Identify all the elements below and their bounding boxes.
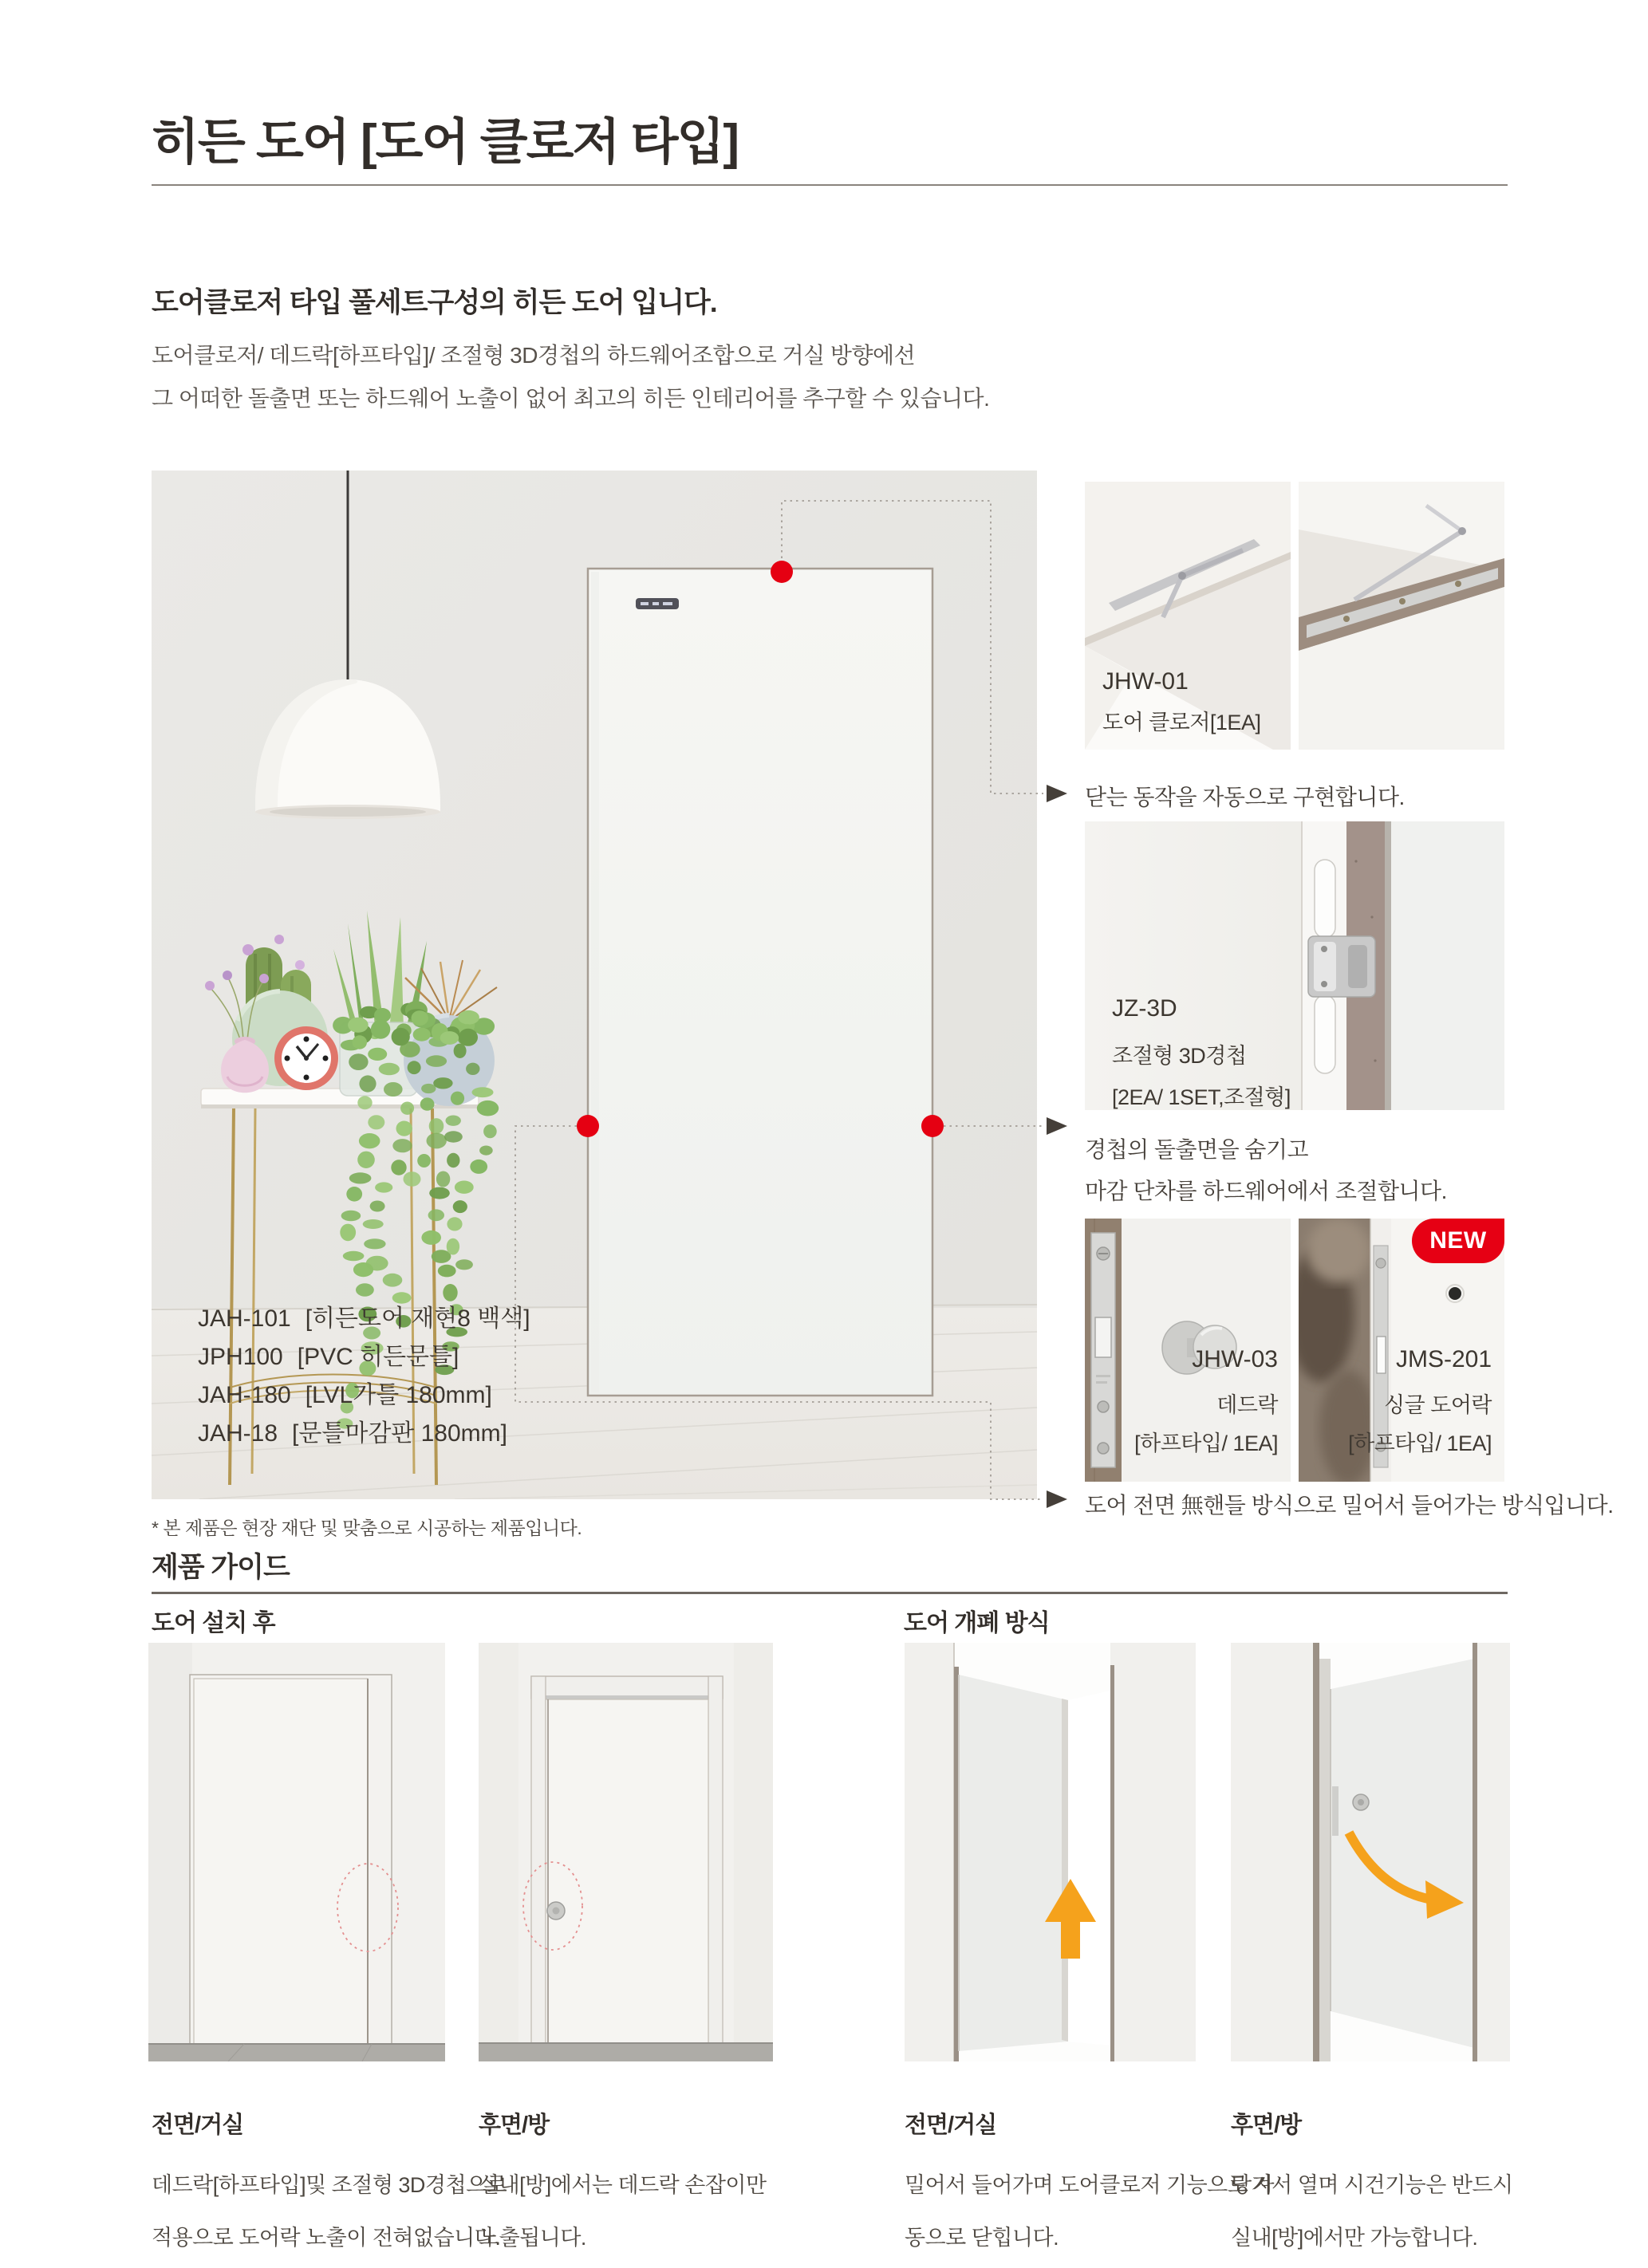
hinge-spec: [2EA/ 1SET,조절형]: [1112, 1085, 1291, 1109]
caption-label-2: 후면/방: [479, 2112, 550, 2138]
product-desc: [PVC 히든문틀]: [297, 1344, 459, 1370]
product-code: JAH-180: [198, 1382, 291, 1408]
product-code-row: [198, 1375, 530, 1413]
intro-subtitle: 도어클로저 타입 풀세트구성의 히든 도어 입니다.: [152, 287, 717, 318]
page-title: 히든 도어 [도어 클로저 타입]: [152, 115, 739, 170]
door-rear-closed-image: [479, 1643, 773, 2061]
caption-label-3: 전면/거실: [905, 2112, 997, 2138]
caption-line2-4: 실내[방]에서만 가능합니다.: [1231, 2226, 1478, 2250]
door-open-push-image: [905, 1643, 1196, 2061]
hinge-note-2: 마감 단차를 하드웨어에서 조절합니다.: [1085, 1179, 1447, 1203]
caption-label-4: 후면/방: [1231, 2112, 1302, 2138]
closer-code: JHW-01: [1102, 668, 1189, 695]
product-code: JPH100: [198, 1344, 283, 1370]
product-desc: [히든도어 재현8 백색]: [305, 1305, 530, 1332]
hinge-code: JZ-3D: [1112, 995, 1177, 1022]
deadlock-spec: [하프타입/ 1EA]: [1134, 1431, 1278, 1455]
caption-line2-1: 적용으로 도어락 노출이 전혀없습니다.: [152, 2226, 501, 2250]
caption-line2-3: 동으로 닫힙니다.: [905, 2226, 1059, 2250]
door-front-closed-image: [148, 1643, 445, 2061]
product-code-row: [198, 1298, 530, 1337]
deadlock-code: JHW-03: [1192, 1346, 1278, 1372]
locks-note: 도어 전면 無핸들 방식으로 밀어서 들어가는 방식입니다.: [1085, 1493, 1614, 1518]
arrowhead-icon: [1047, 785, 1067, 802]
caption-line1-3: 밀어서 들어가며 도어클로저 기능으로 자: [905, 2173, 1274, 2197]
guide-divider: [152, 1592, 1508, 1594]
product-code-row: [198, 1337, 530, 1375]
caption-line1-2: 실내[방]에서는 데드락 손잡이만: [479, 2173, 767, 2197]
product-desc: [문틀마감판 180mm]: [292, 1420, 507, 1447]
table-clock: [274, 1026, 338, 1090]
doorlock-name: 싱글 도어락: [1384, 1393, 1492, 1417]
product-desc: [LVL가틀 180mm]: [305, 1382, 492, 1408]
caption-line2-2: 노출됩니다.: [479, 2226, 586, 2250]
doorlock-code: JMS-201: [1395, 1346, 1492, 1372]
deadlock-name: 데드락: [1216, 1393, 1278, 1417]
new-badge: NEW: [1412, 1219, 1504, 1263]
door-closer-image-b: [1299, 482, 1504, 750]
title-divider: [152, 184, 1508, 186]
hinge-name: 조절형 3D경첩: [1112, 1044, 1247, 1068]
guide-heading-left: 도어 설치 후: [152, 1610, 275, 1636]
product-code-list: [198, 1298, 530, 1451]
caption-line1-1: 데드락[하프타입]및 조절형 3D경첩으로: [152, 2173, 507, 2197]
guide-heading-right: 도어 개폐 방식: [904, 1610, 1050, 1636]
caption-line1-4: 당겨서 열며 시건기능은 반드시: [1231, 2173, 1513, 2197]
hidden-door: [588, 569, 932, 1396]
hero-image: [152, 471, 1037, 1499]
door-brand-logo: [636, 598, 679, 609]
product-code-row: [198, 1413, 530, 1451]
product-code: JAH-18: [198, 1420, 278, 1447]
product-code: JAH-101: [198, 1305, 291, 1332]
footnote: * 본 제품은 현장 재단 및 맞춤으로 시공하는 제품입니다.: [152, 1518, 582, 1538]
doorlock-spec: [하프타입/ 1EA]: [1348, 1431, 1492, 1455]
intro-line-1: 도어클로저/ 데드락[하프타입]/ 조절형 3D경첩의 하드웨어조합으로 거실 방향에선: [152, 343, 916, 368]
hinge-note-1: 경첩의 돌출면을 숨기고: [1085, 1137, 1309, 1162]
arrowhead-icon: [1047, 1490, 1067, 1508]
closer-name: 도어 클로저[1EA]: [1102, 711, 1261, 734]
guide-section-title: 제품 가이드: [152, 1552, 290, 1583]
caption-label-1: 전면/거실: [152, 2112, 244, 2138]
arrowhead-icon: [1047, 1117, 1067, 1135]
closer-note: 닫는 동작을 자동으로 구현합니다.: [1085, 785, 1405, 809]
door-open-pull-image: [1231, 1643, 1510, 2061]
intro-line-2: 그 어떠한 돌출면 또는 하드웨어 노출이 없어 최고의 히든 인테리어를 추구할 수 있습니다.: [152, 386, 990, 411]
